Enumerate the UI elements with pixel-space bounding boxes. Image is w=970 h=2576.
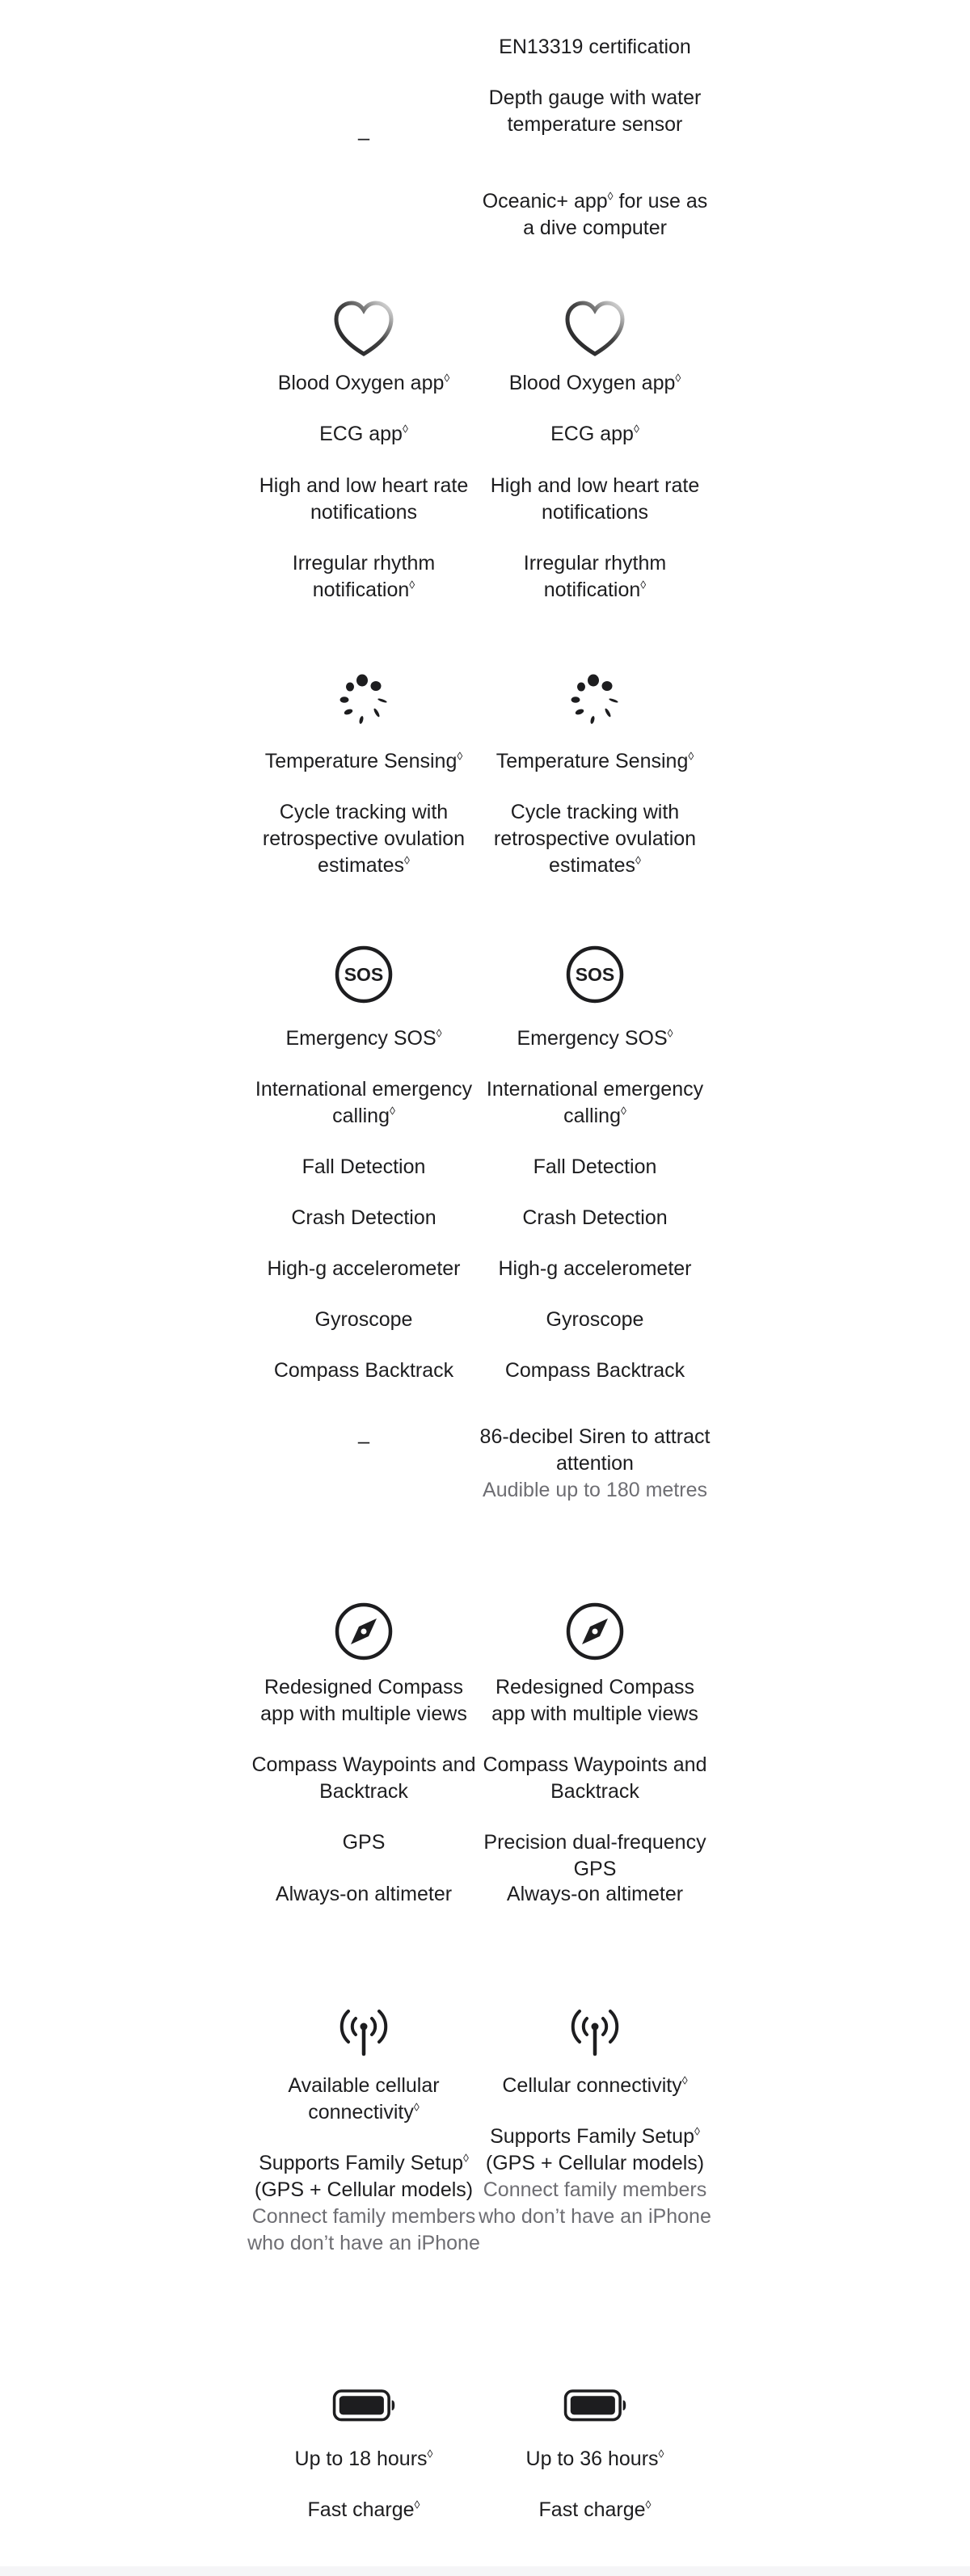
feature-label: High and low heart rate notifications: [259, 474, 469, 524]
footnote-marker: ◊: [620, 1104, 626, 1118]
footnote-marker: ◊: [389, 1104, 395, 1118]
feature-up-to-18-hours: [246, 2446, 482, 2473]
feature-label: International emergency calling: [255, 1078, 473, 1127]
temperature-sensing-icon: [331, 669, 396, 734]
feature-secondary-note: Connect family members who don’t have an iPhone: [479, 2178, 711, 2228]
feature-high-and-low-heart-rate-notifications: [246, 473, 482, 526]
feature-redesigned-compass-app-with-multiple-views: [246, 1674, 482, 1728]
footnote-marker: ◊: [607, 189, 614, 203]
feature-high-g-accelerometer: [477, 1256, 713, 1282]
feature-crash-detection: [477, 1205, 713, 1231]
feature-label: Compass Waypoints and Backtrack: [483, 1753, 707, 1803]
feature-label: Emergency SOS: [285, 1027, 436, 1050]
footnote-marker: ◊: [667, 1026, 673, 1040]
feature-label: High-g accelerometer: [267, 1257, 461, 1280]
feature-label: High and low heart rate notifications: [490, 474, 700, 524]
feature-label: Supports Family Setup: [259, 2152, 463, 2174]
cellular-antenna-icon: [563, 1997, 627, 2062]
siren-not-available-dash: –: [357, 1429, 370, 1453]
footnote-marker: ◊: [414, 2498, 420, 2511]
feature-en13319-certification: [477, 34, 713, 61]
heart-icon: [331, 297, 396, 362]
feature-label: Up to 18 hours: [294, 2448, 428, 2470]
feature-label: GPS: [342, 1831, 386, 1854]
feature-label: Cycle tracking with retrospective ovulation estimates: [493, 801, 697, 877]
feature-emergency-sos: [246, 1025, 482, 1052]
feature-label: Fall Detection: [302, 1155, 426, 1178]
feature-label: Redesigned Compass app with multiple views: [491, 1676, 698, 1725]
footnote-marker: ◊: [413, 2100, 420, 2114]
sos-icon-label: SOS: [575, 964, 615, 985]
feature-temperature-sensing: [246, 748, 482, 775]
feature-label: Precision dual-frequency GPS: [483, 1831, 706, 1880]
feature-compass-waypoints-and-backtrack: [477, 1752, 713, 1805]
footnote-marker: ◊: [645, 2498, 652, 2511]
feature-ecg-app: [477, 421, 713, 448]
footnote-marker: ◊: [694, 2124, 700, 2138]
footnote-marker: ◊: [462, 2151, 469, 2165]
feature-ecg-app: [246, 421, 482, 448]
feature-label: Gyroscope: [314, 1308, 413, 1331]
footnote-marker: ◊: [675, 371, 681, 385]
feature-oceanic-app: [477, 188, 713, 242]
footnote-marker: ◊: [633, 422, 639, 436]
feature-label: 86-decibel Siren to attract attention: [479, 1425, 711, 1475]
feature-label: Compass Backtrack: [504, 1359, 685, 1382]
footnote-marker: ◊: [681, 2073, 688, 2087]
feature-label: Oceanic+ app: [482, 190, 608, 213]
sos-icon: [563, 942, 627, 1007]
feature-gyroscope: [477, 1307, 713, 1333]
feature-compass-backtrack: [477, 1357, 713, 1384]
feature-label: Crash Detection: [522, 1206, 668, 1229]
feature-available-cellular-connectivity: [246, 2073, 482, 2126]
feature-label: Fast charge: [538, 2498, 646, 2521]
feature-fast-charge: [246, 2497, 482, 2523]
feature-label: Up to 36 hours: [525, 2448, 659, 2470]
feature-supports-family-setup: [246, 2150, 482, 2257]
footer-divider: [0, 2566, 970, 2576]
sos-icon-label: SOS: [344, 964, 384, 985]
footnote-marker: ◊: [640, 578, 647, 591]
feature-high-and-low-heart-rate-notifications: [477, 473, 713, 526]
feature-label: Compass Waypoints and Backtrack: [251, 1753, 476, 1803]
feature-label: ECG app: [550, 423, 634, 445]
footnote-marker: ◊: [402, 422, 408, 436]
feature-label: Blood Oxygen app: [508, 372, 676, 394]
footnote-marker: ◊: [635, 853, 641, 867]
compass-icon: [331, 1599, 396, 1664]
feature-precision-dual-frequency-gps: [477, 1829, 713, 1883]
feature-depth-gauge-with-water-temperature-sensor: [477, 85, 713, 138]
feature-label: Always-on altimeter: [506, 1883, 684, 1905]
feature-label: High-g accelerometer: [498, 1257, 692, 1280]
feature-label: Temperature Sensing: [496, 750, 689, 772]
feature-label-suffix: for use as a dive computer: [523, 190, 708, 239]
feature-label: Compass Backtrack: [273, 1359, 454, 1382]
feature-secondary-note: Audible up to 180 metres: [483, 1479, 707, 1501]
footnote-marker: ◊: [409, 578, 415, 591]
footnote-marker: ◊: [427, 2447, 433, 2460]
feature-redesigned-compass-app-with-multiple-views: [477, 1674, 713, 1728]
feature-irregular-rhythm-notification: [477, 550, 713, 604]
feature-label: Supports Family Setup: [490, 2125, 694, 2148]
feature-label: Available cellular connectivity: [288, 2074, 440, 2124]
feature-label: Always-on altimeter: [275, 1883, 453, 1905]
feature-fall-detection: [246, 1154, 482, 1181]
feature-label: Temperature Sensing: [264, 750, 458, 772]
feature-label: Redesigned Compass app with multiple views: [260, 1676, 467, 1725]
compass-icon: [563, 1599, 627, 1664]
feature-label: Irregular rhythm notification: [523, 552, 667, 601]
feature-crash-detection: [246, 1205, 482, 1231]
heart-icon: [563, 297, 627, 362]
feature-always-on-altimeter: [477, 1881, 713, 1908]
feature-irregular-rhythm-notification: [246, 550, 482, 604]
cellular-antenna-icon: [331, 1997, 396, 2062]
footnote-marker: ◊: [444, 371, 450, 385]
battery-icon: [331, 2372, 396, 2436]
feature-emergency-sos: [477, 1025, 713, 1052]
footnote-marker: ◊: [457, 749, 463, 763]
feature-temperature-sensing: [477, 748, 713, 775]
footnote-marker: ◊: [658, 2447, 664, 2460]
feature-high-g-accelerometer: [246, 1256, 482, 1282]
feature-cycle-tracking-with-retrospective-ovulation-estimates: [477, 799, 713, 879]
feature-cycle-tracking-with-retrospective-ovulation-estimates: [246, 799, 482, 879]
feature-label-suffix: (GPS + Cellular models): [254, 2178, 474, 2201]
feature-label: Irregular rhythm notification: [292, 552, 436, 601]
feature-label: Depth gauge with water temperature sensor: [488, 86, 702, 136]
feature-label: Emergency SOS: [517, 1027, 668, 1050]
feature-blood-oxygen-app: [246, 370, 482, 397]
footnote-marker: ◊: [436, 1026, 442, 1040]
sos-icon: [331, 942, 396, 1007]
feature-gps: [246, 1829, 482, 1856]
feature-up-to-36-hours: [477, 2446, 713, 2473]
feature-fast-charge: [477, 2497, 713, 2523]
feature-label: Fall Detection: [533, 1155, 657, 1178]
feature-label: Cellular connectivity: [502, 2074, 682, 2097]
feature-gyroscope: [246, 1307, 482, 1333]
feature-international-emergency-calling: [477, 1076, 713, 1130]
feature-label: Gyroscope: [546, 1308, 644, 1331]
feature-international-emergency-calling: [246, 1076, 482, 1130]
feature-label: Crash Detection: [291, 1206, 436, 1229]
feature-compass-waypoints-and-backtrack: [246, 1752, 482, 1805]
feature-label: Cycle tracking with retrospective ovulation estimates: [262, 801, 466, 877]
feature-secondary-note: Connect family members who don’t have an iPhone: [247, 2205, 480, 2254]
feature-blood-oxygen-app: [477, 370, 713, 397]
feature-fall-detection: [477, 1154, 713, 1181]
diving-not-available-dash: –: [357, 125, 370, 149]
footnote-marker: ◊: [688, 749, 694, 763]
feature-label: Fast charge: [307, 2498, 415, 2521]
feature-86-decibel-siren-to-attract-attention: [477, 1424, 713, 1504]
footnote-marker: ◊: [404, 853, 410, 867]
battery-icon: [563, 2372, 627, 2436]
feature-always-on-altimeter: [246, 1881, 482, 1908]
feature-label: ECG app: [319, 423, 403, 445]
temperature-sensing-icon: [563, 669, 627, 734]
feature-label: Blood Oxygen app: [277, 372, 445, 394]
feature-label-suffix: (GPS + Cellular models): [485, 2152, 705, 2174]
feature-label: International emergency calling: [486, 1078, 704, 1127]
feature-cellular-connectivity: [477, 2073, 713, 2099]
feature-compass-backtrack: [246, 1357, 482, 1384]
feature-supports-family-setup: [477, 2124, 713, 2230]
feature-label: EN13319 certification: [499, 36, 691, 58]
